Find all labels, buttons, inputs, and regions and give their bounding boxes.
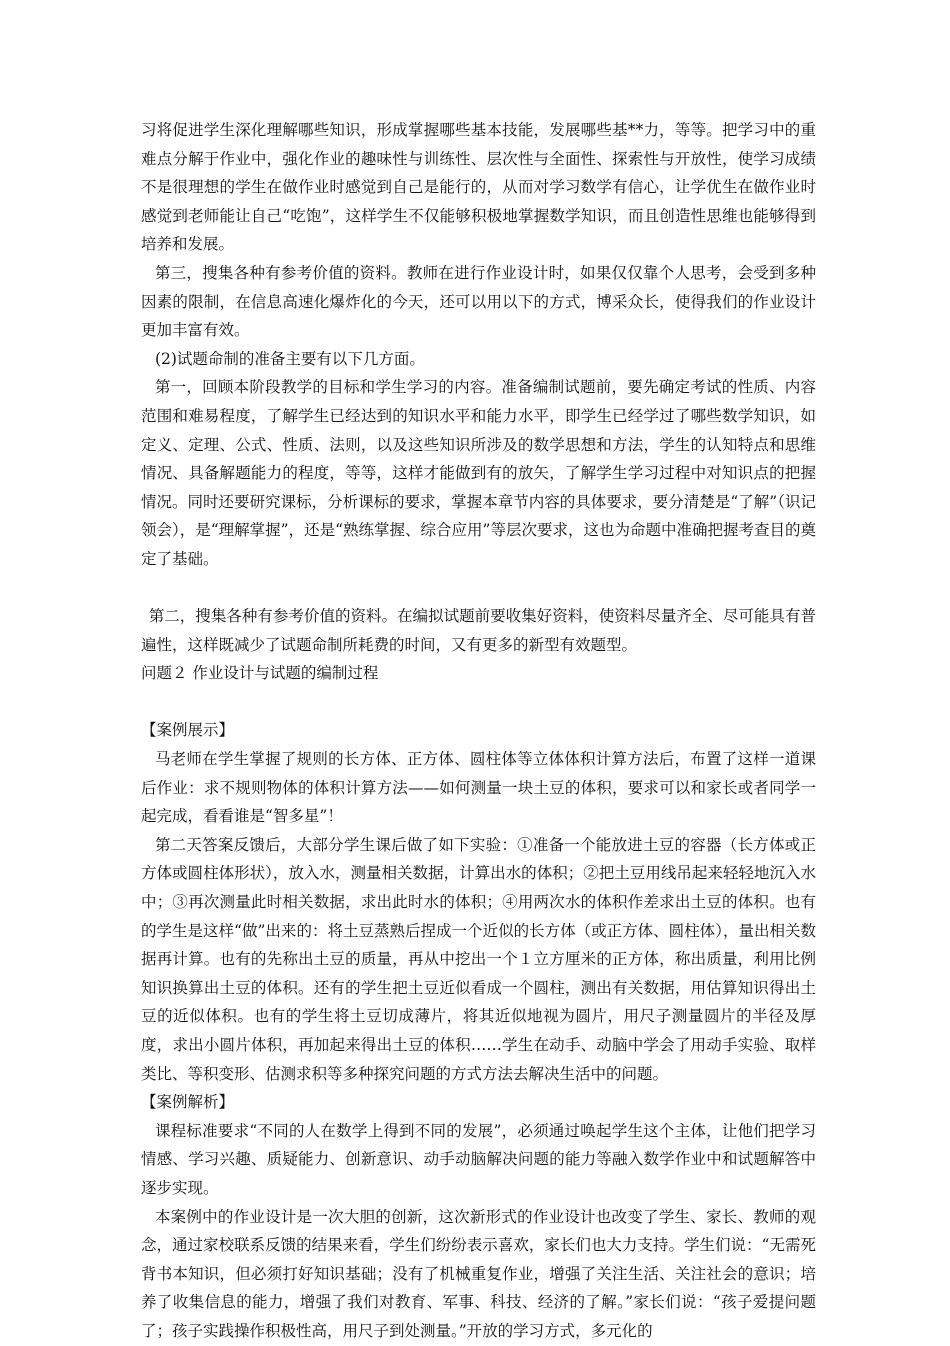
section-heading-question-2: 问题２ 作业设计与试题的编制过程 [141, 664, 379, 683]
paragraph-exam-preparation-intro: (2)试题命制的准备主要有以下几方面。 [154, 349, 425, 368]
paragraph-curriculum-requirement: 课程标准要求“不同的人在数学上得到不同的发展”，必须通过唤起学生这个主体，让他们把学习情感、学习兴趣、质疑能力、创新意识、动手动脑解决问题的能力等融入数学作业中和试题解答中逐步实现。 [141, 1121, 816, 1197]
paragraph-case-innovation: 本案例中的作业设计是一次大胆的创新，这次新形式的作业设计也改变了学生、家长、教师的观念，通过家校联系反馈的结果来看，学生们纷纷表示喜欢，家长们也大力支持。学生们说：“无需死背书本知识，但必须打好知识基础；没有了机械重复作业，增强了关注生活、关注社会的意识；培养了收集信息的能力，增强了我们对教育、军事、科技、经济的了解。”家长们说：“孩子爱提问题了；孩子实践操作积极性高，用尺子到处测量。”开放的学习方式，多元化的 [141, 1207, 816, 1340]
case-analysis-heading: 【案例解析】 [141, 1093, 235, 1112]
paragraph-second-collect-materials: 第二，搜集各种有参考价值的资料。在编拟试题前要收集好资料，使资料尽量齐全、尽可能具有普遍性，这样既减少了试题命制所耗费的时间，又有更多的新型有效题型。 [141, 607, 816, 654]
paragraph-spacer [141, 574, 816, 603]
paragraph-first-review-goals: 第一，回顾本阶段教学的目标和学生学习的内容。准备编制试题前，要先确定考试的性质、内容范围和难易程度，了解学生已经达到的知识水平和能力水平，即学生已经学过了哪些数学知识，如定义、定理、公式、性质、法则，以及这些知识所涉及的数学思想和方法，学生的认知特点和思维情况、具备解题能力的程度，等等，这样才能做到有的放矢，了解学生学习过程中对知识点的把握情况。同时还要研究课标，分析课标的要求，掌握本章节内容的具体要求，要分清楚是“了解”（识记领会），是“理解掌握”，还是“熟练掌握、综合应用”等层次要求，这也为命题中准确把握考查目的奠定了基础。 [141, 378, 816, 568]
case-display-heading: 【案例展示】 [141, 721, 235, 740]
document-body [141, 116, 816, 1346]
paragraph-third-collect-materials: 第三，搜集各种有参考价值的资料。教师在进行作业设计时，如果仅仅靠个人思考，会受到多种因素的限制，在信息高速化爆炸化的今天，还可以用以下的方式，博采众长，使得我们的作业设计更加丰富有效。 [141, 263, 816, 340]
paragraph-homework-goals: 习将促进学生深化理解哪些知识，形成掌握哪些基本技能，发展哪些基**力，等等。把学习中的重难点分解于作业中，强化作业的趣味性与训练性、层次性与全面性、探索性与开放性，使学习成绩不是很理想的学生在做作业时感觉到自己是能行的，从而对学习数学有信心，让学优生在做作业时感觉到老师能让自己“吃饱”，这样学生不仅能够积极地掌握数学知识，而且创造性思维也能够得到培养和发展。 [141, 121, 816, 254]
paragraph-case-homework: 马老师在学生掌握了规则的长方体、正方体、圆柱体等立体体积计算方法后，布置了这样一道课后作业：求不规则物体的体积计算方法——如何测量一块土豆的体积，要求可以和家长或者同学一起完成，看看谁是“智多星”！ [141, 750, 816, 826]
paragraph-case-feedback: 第二天答案反馈后，大部分学生课后做了如下实验：①准备一个能放进土豆的容器（长方体或正方体或圆柱体形状），放入水，测量相关数据，计算出水的体积；②把土豆用线吊起来轻轻地沉入水中；③再次测量此时相关数据，求出此时水的体积；④用两次水的体积作差求出土豆的体积。也有的学生是这样“做”出来的：将土豆蒸熟后捏成一个近似的长方体（或正方体、圆柱体），量出相关数据再计算。也有的先称出土豆的质量，再从中挖出一个１立方厘米的正方体，称出质量，利用比例知识换算出土豆的体积。还有的学生把土豆近似看成一个圆柱，测出有关数据，用估算知识得出土豆的近似体积。也有的学生将土豆切成薄片，将其近似地视为圆片，用尺子测量圆片的半径及厚度，求出小圆片体积，再加起来得出土豆的体积……学生在动手、动脑中学会了用动手实验、取样类比、等积变形、估测求积等多种探究问题的方式方法去解决生活中的问题。 [141, 835, 816, 1083]
paragraph-spacer [141, 688, 816, 717]
